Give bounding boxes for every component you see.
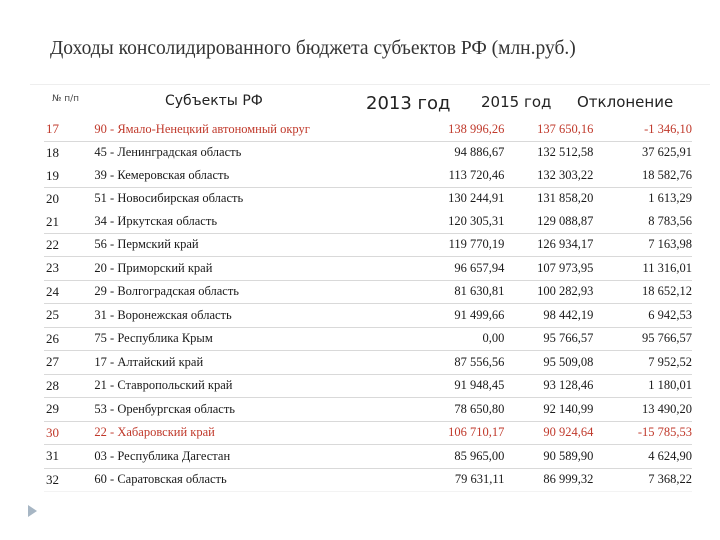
value-2013: 106 710,17	[448, 425, 505, 440]
value-2015: 92 140,99	[543, 401, 594, 416]
region-name: 39 - Кемеровская область	[94, 167, 230, 182]
row-number: 17	[46, 121, 59, 137]
header-number: № п/п	[52, 94, 80, 104]
title-divider	[30, 84, 710, 85]
value-2015: 98 442,19	[543, 307, 594, 322]
value-2013: 119 770,19	[448, 237, 505, 252]
value-2015: 90 924,64	[543, 425, 594, 440]
region-name: 45 - Ленинградская область	[94, 145, 242, 160]
deviation-value: 95 766,57	[642, 331, 692, 346]
value-2013: 96 657,94	[454, 260, 505, 275]
value-2015: 131 858,20	[537, 191, 594, 206]
value-2013: 87 556,56	[454, 354, 505, 369]
row-number: 21	[46, 213, 59, 229]
value-2013: 130 244,91	[448, 191, 505, 206]
region-name-group	[92, 188, 388, 233]
value-2013: 138 996,26	[448, 121, 505, 136]
row-number: 20	[46, 191, 59, 207]
value-2015: 129 088,87	[537, 213, 594, 228]
table-row	[44, 234, 692, 258]
row-number: 28	[46, 377, 59, 393]
row-number: 24	[46, 283, 59, 299]
row-number: 26	[46, 330, 59, 346]
value-2015: 132 303,22	[537, 167, 594, 182]
value-2015: 100 282,93	[537, 284, 594, 299]
budget-table	[44, 118, 692, 492]
deviation-value: -1 346,10	[644, 121, 692, 136]
value-2013: 78 650,80	[454, 401, 505, 416]
row-number: 25	[46, 307, 59, 323]
deviation-value: 18 652,12	[642, 284, 692, 299]
deviation-value: 4 624,90	[648, 448, 692, 463]
slide-bullet-arrow-icon	[28, 505, 37, 517]
region-name: 53 - Оренбургская область	[94, 401, 236, 416]
value-2015: 132 512,58	[537, 145, 594, 160]
region-name: 75 - Республика Крым	[94, 331, 213, 346]
deviation-value: 37 625,91	[642, 145, 692, 160]
value-2015: 107 973,95	[537, 260, 594, 275]
value-2015-group	[504, 142, 593, 187]
value-2013: 91 499,66	[454, 307, 505, 322]
value-2015: 90 589,90	[543, 448, 594, 463]
table-row	[44, 469, 692, 493]
row-number: 23	[46, 260, 59, 276]
value-2015-group	[504, 188, 593, 233]
row-number: 22	[46, 236, 59, 252]
region-name: 29 - Волгоградская область	[94, 284, 239, 299]
row-number: 27	[46, 354, 59, 370]
value-2015: 95 509,08	[543, 354, 594, 369]
table-row	[44, 375, 692, 399]
table-row-group	[44, 142, 692, 188]
deviation-value: 13 490,20	[642, 401, 692, 416]
deviation-value: 1 613,29	[648, 191, 692, 206]
slide-title: Доходы консолидированного бюджета субъектов РФ (млн.руб.)	[50, 38, 576, 59]
value-2015: 126 934,17	[537, 237, 594, 252]
region-name: 31 - Воронежская область	[94, 307, 232, 322]
header-2015: 2015 год	[481, 93, 552, 111]
row-number: 31	[46, 448, 59, 464]
deviation-value: 18 582,76	[642, 167, 692, 182]
region-name: 03 - Республика Дагестан	[94, 448, 231, 463]
table-row	[44, 304, 692, 328]
deviation-value: 11 316,01	[642, 260, 692, 275]
header-deviation: Отклонение	[577, 93, 674, 111]
header-subject: Субъекты РФ	[165, 93, 263, 109]
region-name-group	[92, 142, 388, 187]
deviation-value: -15 785,53	[637, 425, 692, 440]
value-2013-group	[388, 142, 504, 187]
table-row	[44, 118, 692, 142]
table-row	[44, 422, 692, 446]
value-2015: 93 128,46	[543, 378, 594, 393]
value-2013: 91 948,45	[454, 378, 505, 393]
region-name: 60 - Саратовская область	[94, 472, 227, 487]
value-2013: 0,00	[482, 331, 505, 346]
deviation-value: 7 952,52	[648, 354, 692, 369]
deviation-value: 1 180,01	[648, 378, 692, 393]
row-number: 19	[46, 167, 59, 183]
value-2013: 85 965,00	[454, 448, 505, 463]
region-name: 20 - Приморский край	[94, 260, 213, 275]
value-2013: 120 305,31	[448, 213, 505, 228]
table-row	[44, 445, 692, 469]
region-name: 90 - Ямало-Ненецкий автономный округ	[94, 121, 310, 136]
region-name: 56 - Пермский край	[94, 237, 199, 252]
deviation-group	[593, 142, 692, 187]
value-2015: 86 999,32	[543, 472, 594, 487]
table-row	[44, 281, 692, 305]
deviation-group	[593, 188, 692, 233]
region-name: 34 - Иркутская область	[94, 213, 218, 228]
value-2013-group	[388, 188, 504, 233]
region-name: 21 - Ставропольский край	[94, 378, 233, 393]
row-number: 29	[46, 401, 59, 417]
value-2013: 81 630,81	[454, 284, 505, 299]
row-number-group	[44, 188, 92, 233]
value-2015: 137 650,16	[537, 121, 594, 136]
header-2013: 2013 год	[366, 93, 451, 114]
value-2013: 79 631,11	[454, 472, 505, 487]
deviation-value: 6 942,53	[648, 307, 692, 322]
table-row	[44, 257, 692, 281]
table-row	[44, 398, 692, 422]
deviation-value: 7 163,98	[648, 237, 692, 252]
row-number: 32	[46, 471, 59, 487]
region-name: 17 - Алтайский край	[94, 354, 204, 369]
row-number: 30	[46, 424, 59, 440]
region-name: 51 - Новосибирская область	[94, 191, 244, 206]
row-number-group	[44, 142, 92, 187]
table-row-group	[44, 188, 692, 234]
table-row	[44, 328, 692, 352]
deviation-value: 7 368,22	[648, 472, 692, 487]
value-2013: 113 720,46	[448, 167, 505, 182]
region-name: 22 - Хабаровский край	[94, 425, 215, 440]
deviation-value: 8 783,56	[648, 213, 692, 228]
row-number: 18	[46, 145, 59, 161]
value-2015: 95 766,57	[543, 331, 594, 346]
value-2013: 94 886,67	[454, 145, 505, 160]
table-row	[44, 351, 692, 375]
